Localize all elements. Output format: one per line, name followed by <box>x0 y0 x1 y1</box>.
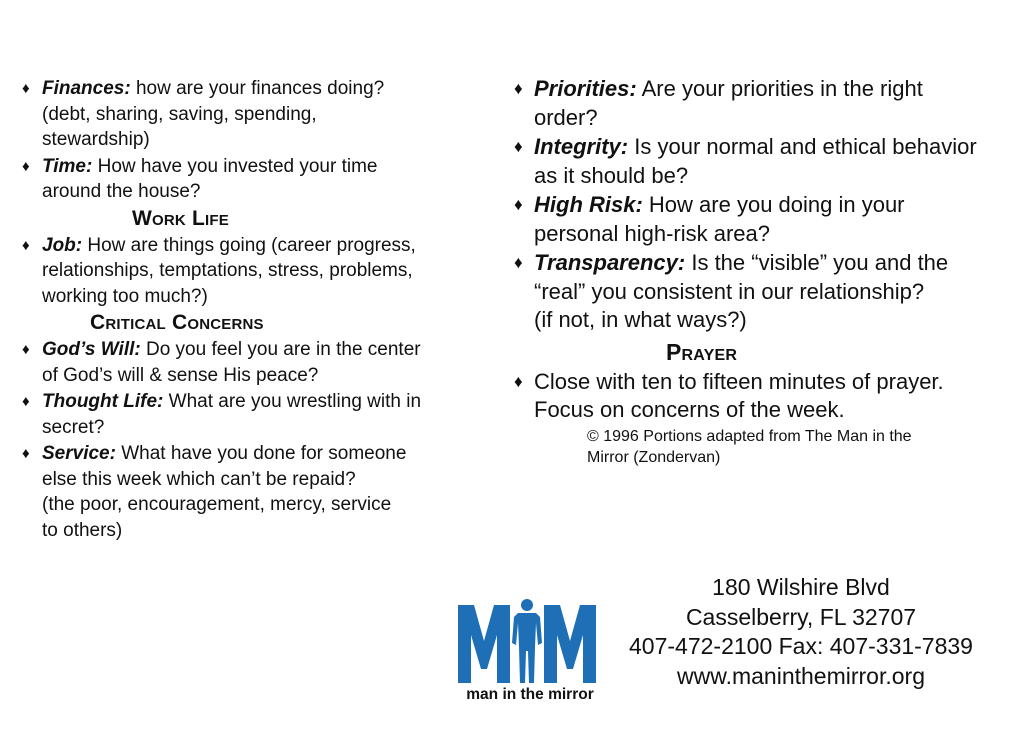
finances-item: ♦ Finances: how are your finances doing? (debt, sharing, saving, spending, stewardship) <box>22 78 385 150</box>
high-risk-item: ♦ High Risk: How are you doing in your personal high-risk area? <box>514 192 905 246</box>
finances-text: how are your finances doing? <box>135 78 385 99</box>
thought-life-item: ♦ Thought Life: What are you wrestling with in secret? <box>22 391 422 438</box>
bullet-icon: ♦ <box>22 80 30 97</box>
transparency-term: Transparency: <box>534 250 686 275</box>
bullet-icon: ♦ <box>22 157 30 175</box>
high-risk-term: High Risk: <box>534 192 643 217</box>
contact-block <box>610 573 992 691</box>
critical-concerns-heading: Critical Concerns <box>90 311 264 334</box>
finances-term: Finances <box>42 78 125 99</box>
prayer-item: ♦ Close with ten to fifteen minutes of prayer. Focus on concerns of the week. <box>514 368 944 422</box>
bullet-icon: ♦ <box>514 195 523 214</box>
right-column <box>514 75 1024 468</box>
bullet-icon: ♦ <box>22 236 30 254</box>
job-item: ♦ Job: How are things going (career progress, relationships, temptations, stress, problems, working too much?) <box>22 234 416 307</box>
work-life-heading: Work Life <box>132 206 229 230</box>
logo-tagline: man in the mirror <box>466 686 594 703</box>
priorities-term: Priorities: <box>534 76 637 101</box>
city-state-zip: Casselberry, FL 32707 <box>685 603 917 630</box>
gods-will-term: God’s Will: <box>42 339 141 360</box>
gods-will-item: ♦ God’s Will: Do you feel you are in the center of God’s will & sense His peace? <box>22 339 421 386</box>
transparency-item: ♦ Transparency: Is the “visible” you and the “real” you consistent in our relationship? (if not, in what ways?) <box>514 250 949 332</box>
street-address: 180 Wilshire Blvd <box>712 574 890 600</box>
bullet-icon: ♦ <box>514 253 523 272</box>
bullet-icon: ♦ <box>22 445 30 462</box>
service-term: Service: <box>42 443 116 464</box>
phone-fax: 407-472-2100 Fax: 407-331-7839 <box>629 633 973 659</box>
bullet-icon: ♦ <box>514 79 523 98</box>
time-term: Time: <box>42 155 93 177</box>
service-item: ♦ Service: What have you done for someone else this week which can’t be repaid? (the poor, encouragement, mercy, service to others) <box>22 443 407 541</box>
left-column <box>22 76 492 544</box>
thought-life-term: Thought Life: <box>42 391 164 412</box>
job-term: Job: <box>42 234 83 256</box>
bullet-icon: ♦ <box>22 341 30 358</box>
bullet-icon: ♦ <box>514 137 523 156</box>
mm-logo-mark <box>458 599 596 683</box>
time-item: ♦ Time: How have you invested your time around the house? <box>22 155 378 202</box>
bullet-icon: ♦ <box>22 393 30 410</box>
website-link[interactable]: www.maninthemirror.org <box>677 662 925 689</box>
integrity-item: ♦ Integrity: Is your normal and ethical behavior as it should be? <box>514 134 977 188</box>
priorities-item: ♦ Priorities: Are your priorities in the right order? <box>514 76 923 130</box>
integrity-term: Integrity: <box>534 134 629 159</box>
bullet-icon: ♦ <box>514 371 523 391</box>
prayer-heading: Prayer <box>666 338 738 365</box>
copyright-notice: © 1996 Portions adapted from The Man in the Mirror (Zondervan) <box>587 427 912 466</box>
man-in-the-mirror-logo <box>452 597 608 707</box>
